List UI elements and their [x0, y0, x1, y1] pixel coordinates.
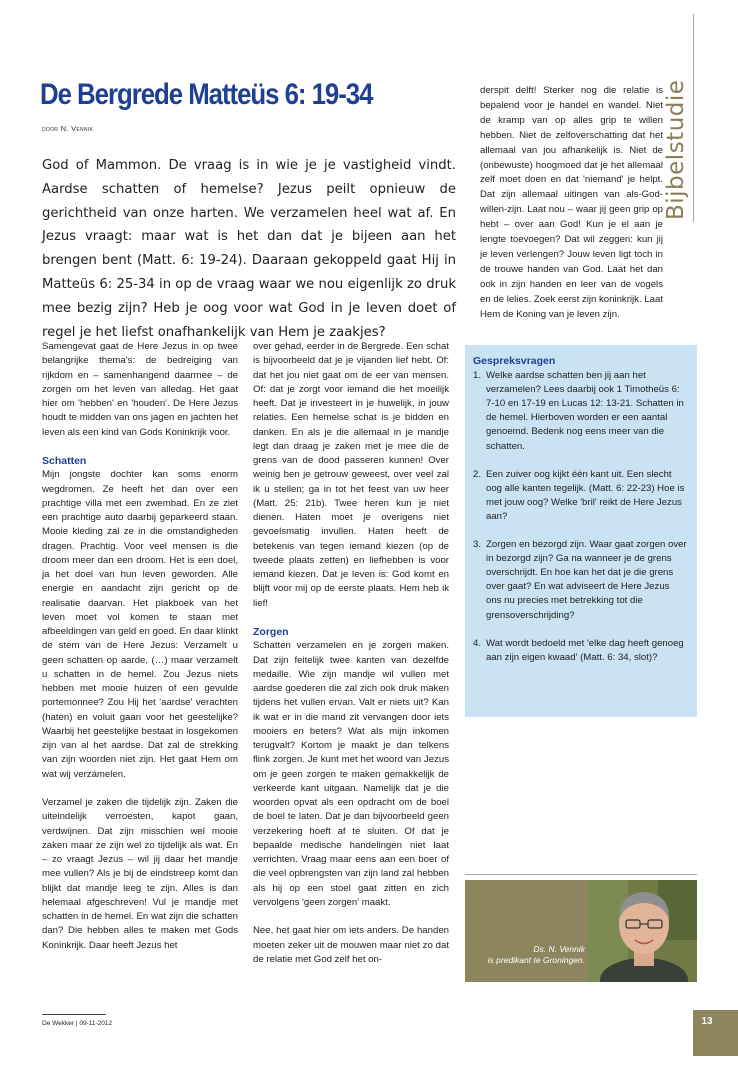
author-photo — [588, 880, 697, 982]
footer-publication: De Wekker | 09-11-2012 — [42, 1020, 113, 1027]
question-item — [473, 637, 687, 665]
question-item — [473, 369, 687, 454]
byline-author: N. Vennik — [60, 124, 94, 133]
question-number: 4. — [473, 637, 482, 649]
question-text: Welke aardse schatten ben jij aan het verzamelen? Lees daarbij ook 1 Timotheüs 6: 7-10 en 17-19 en Lucas 12: 13-21. Schatten in de hemel. Hierboven worden er een aantal genoemd. Bedenk nog eens meer van die schatten. — [486, 370, 684, 452]
page-title: De Bergrede Matteüs 6: 19-34 — [40, 78, 373, 111]
question-number: 1. — [473, 370, 482, 382]
col2-paragraph-1: over gehad, eerder in de Bergrede. Een schat is bijvoorbeeld dat je je vijanden lief hebt. Of: dat het jou niet gaat om de eer van mensen. Of: dat je zorgt voor iemand die het moeilijk heeft. Dat je investeert in je huwelijk, in jouw relaties. Een hemelse schat is je bidden en danken. En als je die allemaal in je mandje legt dan draag je zaken met je mee die de grens van de dood passeren kunnen! Over weinig ben je getrouw geweest, over veel zal ik u stellen; ga in tot het feest van uw heer (Matt. 25: 21b). Twee heren kun je niet dienen. Haten moet je overigens niet gevoelsmatig invullen. Haten heeft de betekenis van tegen iemand kiezen (op de tweede plaats zetten) en liefhebben is voor iemand kiezen. Dat je leven is: God komt en blijft voor mij op de eerste plaats. Hem heb ik lief! — [253, 341, 449, 609]
photo-divider — [465, 874, 697, 875]
question-number: 3. — [473, 539, 482, 551]
col2-paragraph-3: Nee, het gaat hier om iets anders. De handen moeten zeker uit de mouwen maar niet zo dat de relatie met God zelf het on- — [253, 925, 449, 965]
column-1 — [42, 340, 238, 953]
question-text: Een zuiver oog kijkt één kant uit. Een slecht oog alle kanten tegelijk. (Matt. 6: 22-23) Hoe is met jouw oog? Welke 'bril' reikt de Here Jezus aan? — [486, 468, 685, 522]
question-number: 2. — [473, 468, 482, 480]
section-label — [663, 0, 718, 220]
question-item — [473, 468, 687, 524]
column-2 — [253, 340, 449, 967]
question-text: Wat wordt bedoeld met 'elke dag heeft genoeg aan zijn eigen kwaad' (Matt. 6: 34, slot)? — [486, 637, 684, 663]
author-portrait-illustration — [588, 880, 697, 982]
heading-schatten: Schatten — [42, 455, 87, 467]
intro-paragraph: God of Mammon. De vraag is in wie je je vastigheid vindt. Aardse schatten of hemelse? Jezus peilt opnieuw de gerichtheid van onze harten. We verzamelen heel wat af. En Jezus vraagt: maar wat is het dan dat je bijeen aan het brengen bent (Matt. 6: 19-24). Daaraan gekoppeld gaat Hij in Matteüs 6: 25-34 in op de vraag waar we nou eigenlijk zo druk mee bezig zijn? Heb je oog voor wat God in je leven doet of regel je het liefst onafhankelijk van Hem je zaakjes? — [42, 158, 456, 340]
col1-paragraph-1: Samengevat gaat de Here Jezus in op twee belangrijke thema's: de bedreiging van rijkdom en – samenhangend daarmee – de zorgen om het leven van alledag. Het gaat hier om 'hebben' en 'houden'. De Here Jezus houdt te midden van ons jagen en jachten het leven als een kind van Gods Koninkrijk voor. — [42, 341, 238, 438]
questions-list — [473, 369, 687, 665]
byline-prefix: door — [42, 124, 59, 133]
caption-role: is predikant te Groningen. — [487, 955, 585, 965]
footer-divider — [42, 1014, 106, 1015]
top-right-paragraph: derspit delft! Sterker nog die relatie is bepalend voor je handel en wandel. Niet de kramp van op alles grip te willen hebben. Niet de zelfoverschatting dat het allemaal van jou afhankelijk is. Niet de (onbewuste) hoogmoed dat je het allemaal zelf moet doen en dat 'niemand' je helpt. Dat zijn allemaal uitingen van als-God-willen-zijn. Laat nou – waar jij geen grip op hebt – over aan God! Kun je el aan je lengte toevoegen? Dat wil zeggen: kun jij je leven verlengen? Jouw leven ligt toch in de trouwe handen van God. Laat het dan ook in zijn handen en leer van de vogels en de lelies. Zoek eerst zijn koninkrijk. Laat Hem de Koning van je leven zijn. — [480, 85, 663, 320]
question-item — [473, 538, 687, 623]
byline — [42, 124, 93, 133]
col1-paragraph-2: Mijn jongste dochter kan soms enorm wegdromen. Ze heeft het dan over een prachtige villa met een zwembad. En ze ziet een prachtige auto daarbij geparkeerd staan. Mooie kleding zal ze in die omstandigheden dragen. Prachtig. Voor veel mensen is die droom meer dan een droom. Het is een doel, ja het doel van hun leven geworden. Alle energie en aandacht zijn gericht op de realisatie daarvan. Het plakboek van het leven moet vol komen te staan met afbeeldingen van geld en goed. En daar klinkt de stem van de Here Jezus: Verzamelt u geen schatten op aarde, (…) maar verzamelt u schatten in de hemel. Zou Jezus niets hebben met mooie huizen of een gevulde portemonnee? Zou Hij het 'aardse' verachten (haten) en voluit gaan voor het geestelijke? Waarbij het geestelijke bestaat in losgekomen zijn van al het aardse. Dat zal de strekking van zijn woorden niet zijn. Het gaat Hem om wat wij verzámelen. — [42, 469, 238, 780]
page-number: 13 — [701, 1016, 713, 1027]
questions-heading: Gespreksvragen — [473, 355, 556, 367]
caption-name: Ds. N. Vennik — [533, 944, 585, 954]
photo-caption — [470, 944, 585, 966]
discussion-questions-box — [465, 345, 697, 717]
section-label-text: Bijbelstudie — [663, 79, 689, 220]
col1-paragraph-3: Verzamel je zaken die tijdelijk zijn. Zaken die uiteindelijk verroesten, kapot gaan, verdwijnen. Dat zijn misschien wel mooie zaken maar ze zijn wel zo tijdelijk als wat. En – zo vraagt Jezus – wil jij daar het mandje mee vullen? Als je bij de eindstreep komt dan blijkt dat mandje leeg te zijn. Alles is dan helemaal afgeschreven! Vul je mandje met schatten in de hemel. En wat zijn die schatten dan? Die hebben alles te maken met Gods Koninkrijk. Daar heeft Jezus het — [42, 797, 238, 951]
question-text: Zorgen en bezorgd zijn. Waar gaat zorgen over in bezorgd zijn? Ga na wanneer je de grens overschrijdt. En hoe kan het dat je die grens over gaat? En wat adviseert de Here Jezus ons nu precies met betrekking tot die grensoverschrijding? — [486, 539, 687, 621]
heading-zorgen: Zorgen — [253, 626, 289, 638]
col2-paragraph-2: Schatten verzamelen en je zorgen maken. Dat zijn feitelijk twee kanten van dezelfde medaille. Wie zijn mandje wil vullen met aardse goederen die zal zich ook druk maken tijdens het vullen ervan. Valt er niets uit? Kan ik wat er in die mand zit vervangen door iets mooiers en beters? Wat als mijn inkomen terugvalt? Kortom je maakt je dan telkens flink zorgen. Je kunt met het woord van Jezus om je geen zorgen te maken gemakkelijk de verkeerde kant uitgaan. Namelijk dat je die woorden opvat als een opdracht om de boel de boel te laten. Dat je dan bijvoorbeeld geen verzekering hoeft af te sluiten. Of dat je bepaalde medische handelingen niet laat verrichten. Vraag maar eens aan een boer of die veel opbrengsten van zijn land zal hebben als hij op een stoel gaat zitten en zich vervolgens 'geen zorgen' maakt. — [253, 640, 449, 908]
